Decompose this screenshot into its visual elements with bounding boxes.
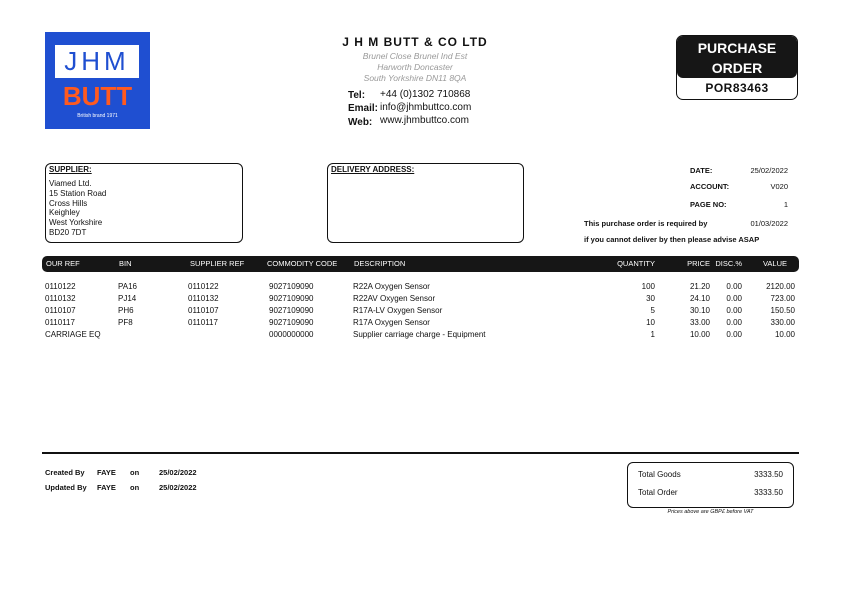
supplier-line-1: Viamed Ltd. <box>49 179 92 188</box>
cell-value: 330.00 <box>770 318 795 327</box>
supplier-box <box>45 163 243 243</box>
cell-quantity: 100 <box>641 282 655 291</box>
date-label: DATE: <box>690 166 713 175</box>
cell-commodity: 9027109090 <box>269 282 314 291</box>
cell-quantity: 1 <box>650 330 655 339</box>
cell-description: R22A Oxygen Sensor <box>353 282 430 291</box>
cell-supplier-ref: 0110122 <box>188 282 219 291</box>
company-address-line-1: Brunel Close Brunel Ind Est <box>362 51 468 61</box>
cell-our-ref: 0110107 <box>45 306 76 315</box>
col-disc: DISC.% <box>715 259 742 268</box>
cell-quantity: 30 <box>646 294 655 303</box>
cell-commodity: 9027109090 <box>269 294 314 303</box>
po-title-line-1: PURCHASE <box>697 40 777 56</box>
po-number: POR83463 <box>705 81 769 95</box>
cell-quantity: 10 <box>646 318 655 327</box>
required-by-label: This purchase order is required by <box>584 219 708 228</box>
logo-jhm-text: JHM <box>64 46 130 76</box>
cell-commodity: 0000000000 <box>269 330 314 339</box>
supplier-line-2: 15 Station Road <box>49 189 107 198</box>
col-value: VALUE <box>762 259 787 268</box>
logo-jhm-panel <box>55 45 139 78</box>
total-goods-label: Total Goods <box>638 470 681 479</box>
total-order-value: 3333.50 <box>754 488 783 497</box>
cell-supplier-ref: 0110107 <box>188 306 219 315</box>
cell-disc: 0.00 <box>726 282 742 291</box>
web-value[interactable]: www.jhmbuttco.com <box>380 115 469 126</box>
supplier-line-4: Keighley <box>49 208 80 217</box>
col-our-ref: OUR REF <box>46 259 80 268</box>
created-date: 25/02/2022 <box>159 468 197 477</box>
email-label: Email: <box>348 103 379 114</box>
cell-bin: PH6 <box>118 306 134 315</box>
updated-by-value: FAYE <box>97 483 116 492</box>
web-label: Web: <box>348 117 373 128</box>
supplier-line-6: BD20 7DT <box>49 228 87 237</box>
cell-supplier-ref: 0110132 <box>188 294 219 303</box>
total-goods-value: 3333.50 <box>754 470 783 479</box>
company-name: J H M BUTT & CO LTD <box>342 35 488 49</box>
purchase-order-box <box>676 35 798 100</box>
supplier-line-3: Cross Hills <box>49 199 88 208</box>
company-address-line-2: Harworth Doncaster <box>377 62 453 72</box>
col-commodity-code: COMMODITY CODE <box>267 259 338 268</box>
cell-price: 30.10 <box>689 306 710 315</box>
cell-description: R17A Oxygen Sensor <box>353 318 430 327</box>
logo-butt-text: BUTT <box>62 81 133 111</box>
cell-disc: 0.00 <box>726 318 742 327</box>
cell-price: 33.00 <box>689 318 710 327</box>
cell-bin: PF8 <box>118 318 133 327</box>
cell-disc: 0.00 <box>726 294 742 303</box>
cell-our-ref: 0110122 <box>45 282 76 291</box>
cell-price: 24.10 <box>689 294 710 303</box>
created-on-label: on <box>130 468 140 477</box>
col-description: DESCRIPTION <box>354 259 406 268</box>
account-value: V020 <box>770 182 788 191</box>
updated-on-label: on <box>130 483 140 492</box>
cell-value: 10.00 <box>774 330 795 339</box>
company-logo <box>45 32 150 129</box>
cell-description: R17A-LV Oxygen Sensor <box>353 306 443 315</box>
delivery-title: DELIVERY ADDRESS: <box>331 165 415 174</box>
cell-disc: 0.00 <box>726 330 742 339</box>
updated-by-label: Updated By <box>45 483 87 492</box>
po-title-line-2: ORDER <box>711 60 763 76</box>
tel-label: Tel: <box>348 90 366 101</box>
created-by-value: FAYE <box>97 468 116 477</box>
supplier-title: SUPPLIER: <box>49 165 92 174</box>
supplier-line-5: West Yorkshire <box>49 218 103 227</box>
col-bin: BIN <box>119 259 132 268</box>
advise-note: if you cannot deliver by then please advise ASAP <box>584 235 760 244</box>
cell-description: R22AV Oxygen Sensor <box>353 294 436 303</box>
cell-supplier-ref: 0110117 <box>188 318 218 327</box>
cell-our-ref: 0110117 <box>45 318 75 327</box>
company-address-line-3: South Yorkshire DN11 8QA <box>363 73 467 83</box>
cell-commodity: 9027109090 <box>269 306 314 315</box>
page-no-label: PAGE NO: <box>690 200 727 209</box>
total-order-label: Total Order <box>638 488 678 497</box>
col-price: PRICE <box>687 259 710 268</box>
cell-our-ref: 0110132 <box>45 294 76 303</box>
email-value[interactable]: info@jhmbuttco.com <box>380 102 472 113</box>
po-title <box>677 36 797 78</box>
logo-tagline: British brand 1971 <box>77 113 118 119</box>
cell-disc: 0.00 <box>726 306 742 315</box>
created-by-label: Created By <box>45 468 85 477</box>
col-supplier-ref: SUPPLIER REF <box>190 259 245 268</box>
totals-box <box>627 462 794 508</box>
table-header <box>42 256 799 272</box>
delivery-address-box <box>327 163 524 243</box>
required-by-date: 01/03/2022 <box>750 219 788 228</box>
cell-value: 150.50 <box>770 306 795 315</box>
cell-bin: PA16 <box>118 282 137 291</box>
cell-commodity: 9027109090 <box>269 318 314 327</box>
updated-date: 25/02/2022 <box>159 483 197 492</box>
date-value: 25/02/2022 <box>750 166 788 175</box>
cell-our-ref: CARRIAGE EQ <box>45 330 101 339</box>
vat-note: Prices above are GBP£ before VAT <box>667 509 754 515</box>
cell-price: 21.20 <box>689 282 710 291</box>
account-label: ACCOUNT: <box>690 182 730 191</box>
bottom-divider <box>42 452 799 454</box>
cell-value: 2120.00 <box>766 282 795 291</box>
cell-description: Supplier carriage charge - Equipment <box>353 330 486 339</box>
cell-bin: PJ14 <box>118 294 137 303</box>
cell-quantity: 5 <box>650 306 655 315</box>
tel-value: +44 (0)1302 710868 <box>380 89 471 100</box>
cell-price: 10.00 <box>689 330 710 339</box>
col-quantity: QUANTITY <box>617 259 655 268</box>
table-body <box>42 280 799 350</box>
page-no-value: 1 <box>783 200 788 209</box>
cell-value: 723.00 <box>770 294 795 303</box>
